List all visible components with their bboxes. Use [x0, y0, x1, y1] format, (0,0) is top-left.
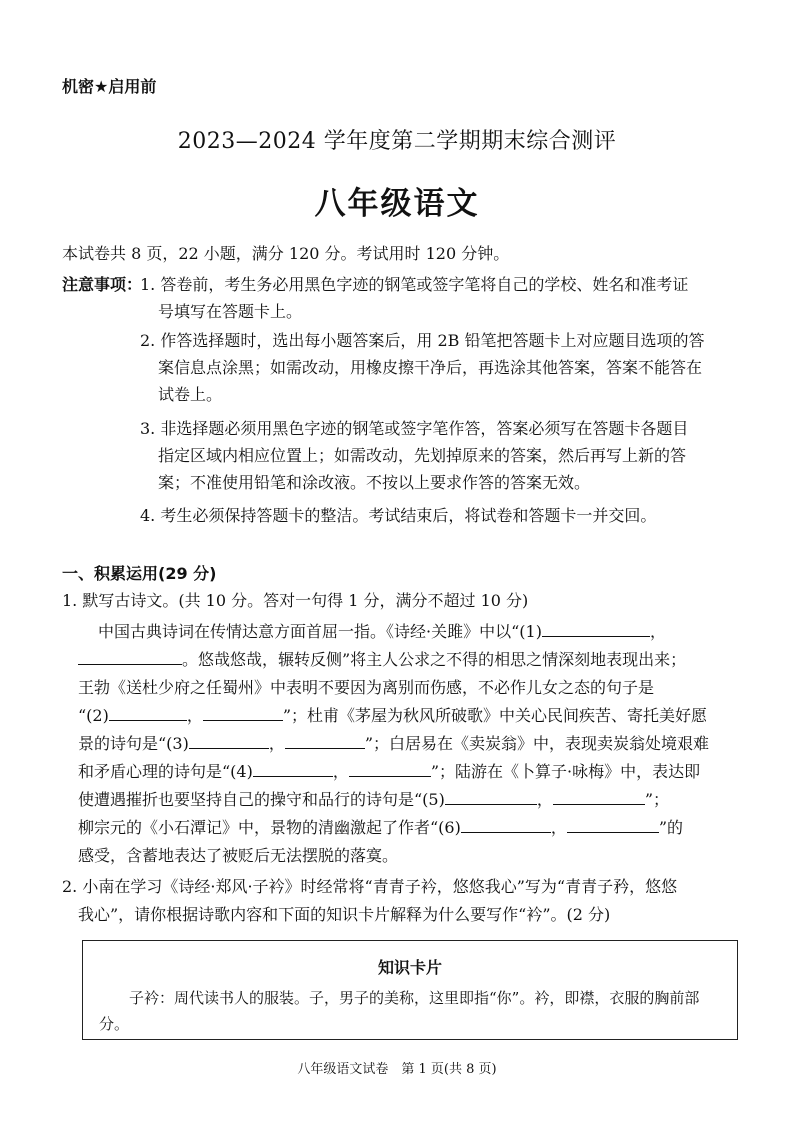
knowledge-card: [82, 940, 738, 1040]
subject-title: 八年级语文: [314, 186, 480, 222]
answer-blank[interactable]: [253, 762, 333, 777]
confidential-mark: 机密★启用前: [62, 77, 157, 96]
exam-title: 2023—2024 学年度第二学期期末综合测评: [177, 129, 617, 154]
question-1-text: 景的诗句是“(3) ， ”；白居易在《卖炭翁》中，表现卖炭翁处境艰难: [78, 734, 710, 753]
note-line: 试卷上。: [158, 385, 223, 404]
question-1-text: 王勃《送杜少府之任蜀州》中表明不要因为离别而伤感，不必作儿女之态的句子是: [78, 678, 655, 697]
answer-blank[interactable]: [567, 818, 659, 833]
answer-blank[interactable]: [553, 790, 645, 805]
section-heading: 一、积累运用(29 分): [62, 564, 217, 583]
question-1-text: 使遭遇摧折也要坚持自己的操守和品行的诗句是“(5) ， ”；: [78, 790, 670, 809]
answer-blank[interactable]: [285, 734, 365, 749]
note-line: 4. 考生必须保持答题卡的整洁。考试结束后，将试卷和答题卡一并交回。: [140, 506, 657, 525]
answer-blank[interactable]: [349, 762, 431, 777]
question-1-text: 感受，含蓄地表达了被贬后无法摆脱的落寞。: [78, 846, 399, 865]
question-2-text: 2. 小南在学习《诗经·郑风·子衿》时经常将“青青子衿，悠悠我心”写为“青青子矜，悠悠: [62, 877, 678, 896]
note-line: 号填写在答题卡上。: [158, 302, 303, 321]
question-1-text: 中国古典诗词在传情达意方面首屈一指。《诗经·关雎》中以“(1) ，: [98, 622, 666, 641]
answer-blank[interactable]: [542, 622, 650, 637]
question-1-text: 和矛盾心理的诗句是“(4) ， ”；陆游在《卜算子·咏梅》中，表达即: [78, 762, 701, 781]
page-footer: 八年级语文试卷 第 1 页(共 8 页): [297, 1062, 497, 1077]
note-line: 1. 答卷前，考生务必用黑色字迹的钢笔或签字笔将自己的学校、姓名和准考证: [140, 275, 689, 294]
answer-blank[interactable]: [461, 818, 551, 833]
question-2-text: 我心”，请你根据诗歌内容和下面的知识卡片解释为什么要写作“衿”。(2 分): [78, 905, 611, 924]
question-1-text: 柳宗元的《小石潭记》中，景物的清幽激起了作者“(6) ， ”的: [78, 818, 684, 837]
answer-blank[interactable]: [78, 650, 182, 665]
knowledge-card-title: 知识卡片: [377, 958, 442, 977]
note-line: 3. 非选择题必须用黑色字迹的钢笔或签字笔作答，答案必须写在答题卡各题目: [140, 419, 689, 438]
note-line: 2. 作答选择题时，选出每小题答案后，用 2B 铅笔把答题卡上对应题目选项的答: [140, 331, 705, 350]
question-1-text: “(2) ， ”；杜甫《茅屋为秋风所破歌》中关心民间疾苦、寄托美好愿: [78, 706, 708, 725]
knowledge-card-text: 子衿：周代读书人的服装。子，男子的美称，这里即指“你”。衿，即襟，衣服的胸前部分。: [99, 989, 700, 1033]
answer-blank[interactable]: [203, 706, 283, 721]
note-line: 案；不准使用铅笔和涂改液。不按以上要求作答的答案无效。: [158, 473, 591, 492]
answer-blank[interactable]: [109, 706, 187, 721]
answer-blank[interactable]: [189, 734, 269, 749]
notes-label: 注意事项：: [62, 275, 143, 294]
answer-blank[interactable]: [445, 790, 537, 805]
note-line: 指定区域内相应位置上；如需改动，先划掉原来的答案，然后再写上新的答: [158, 446, 687, 465]
question-1-text: 。悠哉悠哉，辗转反侧”将主人公求之不得的相思之情深刻地表现出来；: [78, 650, 686, 670]
exam-intro: 本试卷共 8 页，22 小题，满分 120 分。考试用时 120 分钟。: [62, 244, 510, 263]
note-line: 案信息点涂黑；如需改动，用橡皮擦干净后，再选涂其他答案，答案不能答在: [158, 358, 703, 377]
question-1-prompt: 1. 默写古诗文。(共 10 分。答对一句得 1 分，满分不超过 10 分): [62, 591, 529, 610]
